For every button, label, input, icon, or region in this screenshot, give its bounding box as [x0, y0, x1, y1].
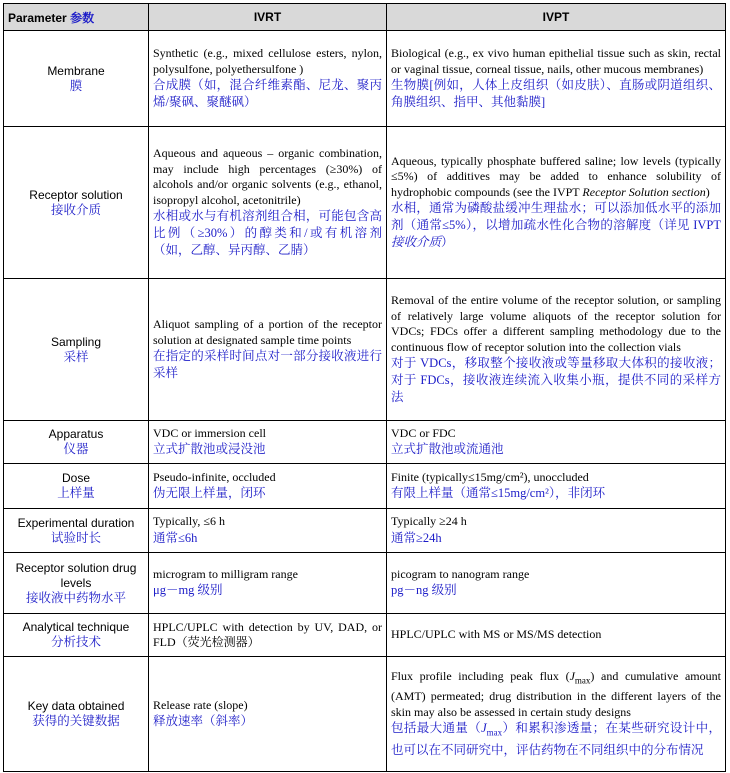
ivrt-zh: 通常≤6h	[153, 530, 198, 545]
ivrt-zh: 合成膜（如，混合纤维素酯、尼龙、聚丙烯/聚砜、聚醚砜）	[153, 78, 382, 109]
param-en: Receptor solution	[29, 187, 123, 202]
row-parameter	[4, 553, 149, 614]
comparison-table	[3, 3, 726, 772]
ivpt-cell	[387, 464, 726, 509]
table-row	[4, 127, 726, 279]
ivpt-cell	[387, 31, 726, 127]
ivpt-en-part: Aqueous, typically phosphate buffered saline; low levels (typically ≤5%) of additives may be added to enhance solubility of hydrophobic compounds (see the IVPT	[391, 153, 721, 199]
table-row	[4, 421, 726, 464]
row-parameter	[4, 421, 149, 464]
ivpt-zh: 立式扩散池或流通池	[391, 442, 504, 457]
flux-symbol: J	[569, 669, 575, 684]
ivpt-zh-part: 水相，通常为磷酸盐缓冲生理盐水；可以添加低水平的添加剂（通常≤5%），以增加疏水性化合物的溶解度（详见 IVPT	[391, 201, 721, 233]
flux-subscript: max	[574, 675, 591, 686]
ivpt-en-part: ) and cumulative amount (AMT) permeated; drug distribution in the different layers of the skin may also be assessed in certain study designs	[391, 669, 721, 719]
param-zh: 膜	[69, 78, 83, 93]
ivpt-en: Finite (typically≤15mg/cm²), unoccluded	[391, 469, 589, 484]
ivpt-zh: 通常≥24h	[391, 530, 442, 545]
param-zh: 接收介质	[50, 202, 101, 217]
ivrt-en: Pseudo-infinite, occluded	[153, 469, 276, 484]
row-parameter	[4, 657, 149, 772]
ivpt-cell	[387, 657, 726, 772]
ivrt-cell	[149, 657, 387, 772]
header-parameter-en: Parameter	[8, 10, 67, 25]
param-en: Apparatus	[48, 427, 104, 441]
ivrt-en: Release rate (slope)	[153, 697, 248, 712]
ivpt-cell	[387, 509, 726, 553]
param-en: Experimental duration	[17, 515, 135, 530]
ivpt-en-italic: Receptor Solution section	[582, 184, 706, 199]
ivrt-zh: 在指定的采样时间点对一部分接收液进行采样	[153, 349, 382, 380]
header-parameter	[4, 4, 149, 31]
table-row	[4, 279, 726, 421]
ivpt-zh-part: ）和累积渗透量；在某些研究设计中，也可以在不同研究中，评估药物在不同组织中的分布情况	[391, 721, 721, 757]
ivrt-en: VDC or immersion cell	[153, 425, 266, 440]
param-en: Analytical technique	[22, 620, 130, 634]
ivpt-en-part: Flux profile including peak flux (	[391, 669, 570, 684]
ivrt-en: Typically, ≤6 h	[153, 514, 225, 529]
ivrt-cell	[149, 553, 387, 614]
param-en: Receptor solution drug levels	[15, 560, 137, 590]
ivrt-en: HPLC/UPLC with detection by UV, DAD, or FLD（荧光检测器）	[153, 619, 382, 649]
param-en: Sampling	[50, 334, 102, 349]
ivrt-en: Aqueous and aqueous – organic combination, may include high percentages (≥30%) of alcohols and/or organic solvents (e.g., ethanol, isopropyl alcohol, acetonitrile)	[153, 146, 382, 207]
ivpt-cell	[387, 279, 726, 421]
ivpt-cell	[387, 127, 726, 279]
row-parameter	[4, 464, 149, 509]
ivrt-cell	[149, 31, 387, 127]
ivrt-cell	[149, 614, 387, 657]
ivpt-zh: 有限上样量（通常≤15mg/cm²），非闭环	[391, 486, 606, 501]
ivpt-zh: 生物膜[例如，人体上皮组织（如皮肤）、直肠或阴道组织、角膜组织、指甲、其他黏膜]	[391, 78, 721, 109]
param-zh: 上样量	[57, 486, 95, 500]
ivpt-en: picogram to nanogram range	[391, 566, 530, 581]
ivrt-zh: μg－mg 级别	[153, 583, 223, 598]
ivrt-cell	[149, 421, 387, 464]
ivpt-cell	[387, 614, 726, 657]
ivrt-en: Aliquot sampling of a portion of the receptor solution at designated sample time points	[153, 317, 382, 347]
param-zh: 分析技术	[50, 635, 101, 649]
ivrt-cell	[149, 464, 387, 509]
ivpt-en: Typically ≥24 h	[391, 514, 467, 529]
header-ivrt: IVRT	[149, 4, 387, 31]
table-row	[4, 553, 726, 614]
ivpt-zh-part: 包括最大通量（	[391, 721, 482, 736]
ivrt-zh: 伪无限上样量，闭环	[153, 486, 266, 501]
ivpt-en: HPLC/UPLC with MS or MS/MS detection	[391, 627, 602, 642]
ivpt-cell	[387, 553, 726, 614]
ivpt-en: Removal of the entire volume of the receptor solution, or sampling of relatively large volume aliquots of the receptor solution for VDCs; FDCs offer a different sampling methodology due to the continuous flow of receptor solution into the collection vials	[391, 293, 721, 354]
ivpt-en-part: )	[705, 184, 710, 199]
param-zh: 获得的关键数据	[32, 714, 120, 728]
param-en: Dose	[61, 471, 90, 485]
param-zh: 试验时长	[50, 530, 101, 545]
ivpt-zh-italic: 接收介质	[391, 235, 442, 250]
ivpt-zh	[391, 720, 721, 759]
table-row	[4, 31, 726, 127]
header-parameter-zh: 参数	[70, 10, 95, 25]
param-zh: 仪器	[63, 442, 89, 456]
row-parameter	[4, 614, 149, 657]
ivpt-zh	[391, 200, 721, 251]
ivrt-en: microgram to milligram range	[153, 566, 298, 581]
ivrt-cell	[149, 279, 387, 421]
ivpt-en: VDC or FDC	[391, 425, 456, 440]
table-row	[4, 464, 726, 509]
ivrt-zh: 水相或水与有机溶剂组合相，可能包含高比例（≥30%）的醇类和/或有机溶剂（如，乙醇、异丙醇、乙腈）	[153, 209, 382, 257]
param-en: Key data obtained	[27, 699, 125, 713]
flux-subscript-zh: max	[486, 727, 503, 738]
param-zh: 采样	[63, 349, 89, 364]
param-en: Membrane	[47, 63, 105, 78]
flux-symbol-zh: J	[481, 721, 487, 736]
table-row	[4, 657, 726, 772]
table-row	[4, 509, 726, 553]
ivpt-en	[391, 154, 721, 201]
row-parameter	[4, 31, 149, 127]
table-row	[4, 614, 726, 657]
header-ivpt: IVPT	[387, 4, 726, 31]
ivpt-zh: pg－ng 级别	[391, 583, 457, 598]
ivrt-zh: 释放速率（斜率）	[153, 714, 254, 729]
row-parameter	[4, 509, 149, 553]
ivrt-zh: 立式扩散池或浸没池	[153, 442, 266, 457]
table-header	[4, 4, 726, 31]
row-parameter	[4, 127, 149, 279]
ivrt-cell	[149, 127, 387, 279]
ivpt-zh: 对于 VDCs，移取整个接收液或等量移取大体积的接收液；对于 FDCs，接收液连续流入收集小瓶，提供不同的采样方法	[391, 356, 721, 404]
ivpt-en: Biological (e.g., ex vivo human epithelial tissue such as skin, rectal or vaginal tissue, corneal tissue, nails, other mucous membranes)	[391, 46, 721, 76]
ivpt-zh-part: ）	[441, 235, 454, 250]
ivpt-en	[391, 669, 721, 720]
row-parameter	[4, 279, 149, 421]
ivpt-cell	[387, 421, 726, 464]
ivrt-en: Synthetic (e.g., mixed cellulose esters, nylon, polysulfone, polyethersulfone )	[153, 46, 382, 76]
ivrt-cell	[149, 509, 387, 553]
param-zh: 接收液中药物水平	[25, 590, 126, 605]
